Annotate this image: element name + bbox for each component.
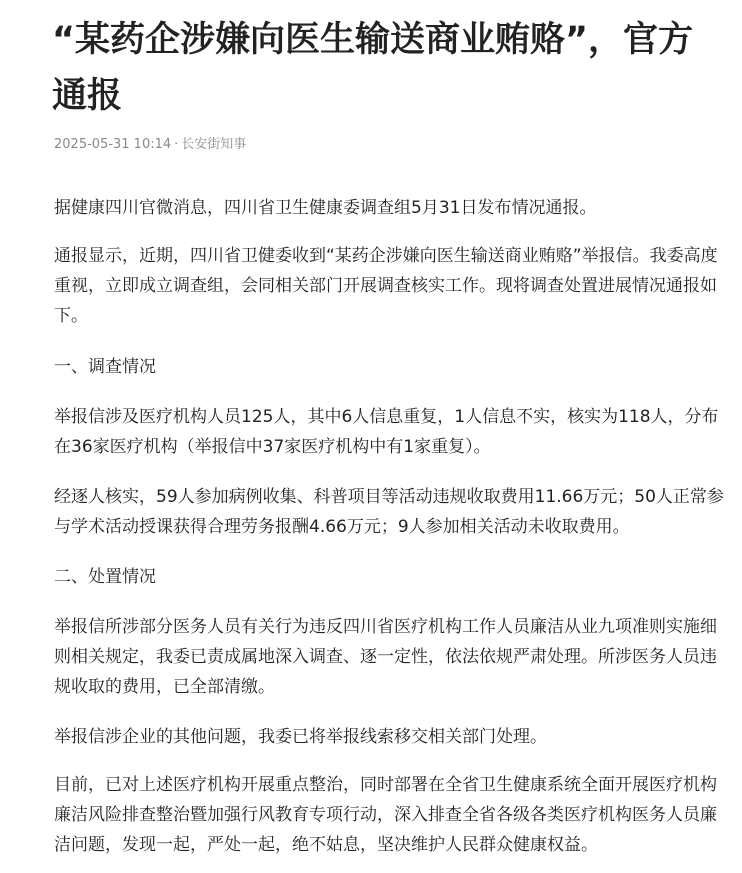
- paragraph-rectification: 目前，已对上述医疗机构开展重点整治，同时部署在全省卫生健康系统全面开展医疗机构廉洁风险排查整治暨加强行风教育专项行动，深入排查全省各级各类医疗机构医务人员廉洁问题，发现一起，严处一起，绝不姑息，坚决维护人民群众健康权益。: [54, 775, 717, 855]
- paragraph-violation-handling: 举报信所涉部分医务人员有关行为违反四川省医疗机构工作人员廉洁从业九项准则实施细则相关规定，我委已责成属地深入调查、逐一定性，依法依规严肃处理。所涉医务人员违规收取的费用，已全部清缴。: [54, 617, 717, 697]
- article-title: [52, 12, 732, 124]
- paragraph-personnel-count: 举报信涉及医疗机构人员125人，其中6人信息重复，1人信息不实，核实为118人，分布在36家医疗机构（举报信中37家医疗机构中有1家重复）。: [54, 407, 719, 457]
- meta-separator: ·: [174, 137, 179, 152]
- article-title-line-1: “某药企涉嫌向医生输送商业贿赂”，官方: [52, 20, 694, 60]
- source-link[interactable]: 长安街知事: [181, 137, 247, 152]
- paragraph-enterprise-issues: 举报信涉企业的其他问题，我委已将举报线索移交相关部门处理。: [54, 727, 547, 747]
- section-heading-handling: 二、处置情况: [54, 567, 156, 587]
- paragraph-verification-results: 经逐人核实，59人参加病例收集、科普项目等活动违规收取费用11.66万元；50人正常参与学术活动授课获得合理劳务报酬4.66万元；9人参加相关活动未收取费用。: [54, 487, 724, 537]
- section-heading-investigation: 一、调查情况: [54, 357, 156, 377]
- article-title-line-2: 通报: [52, 76, 123, 116]
- paragraph-intro: 据健康四川官微消息，四川省卫生健康委调查组5月31日发布情况通报。: [54, 198, 597, 218]
- article-meta: [54, 134, 246, 156]
- paragraph-report-received: 通报显示，近期，四川省卫健委收到“某药企涉嫌向医生输送商业贿赂”举报信。我委高度重视，立即成立调查组，会同相关部门开展调查核实工作。现将调查处置进展情况通报如下。: [54, 246, 718, 326]
- publish-datetime: 2025-05-31 10:14: [54, 137, 172, 152]
